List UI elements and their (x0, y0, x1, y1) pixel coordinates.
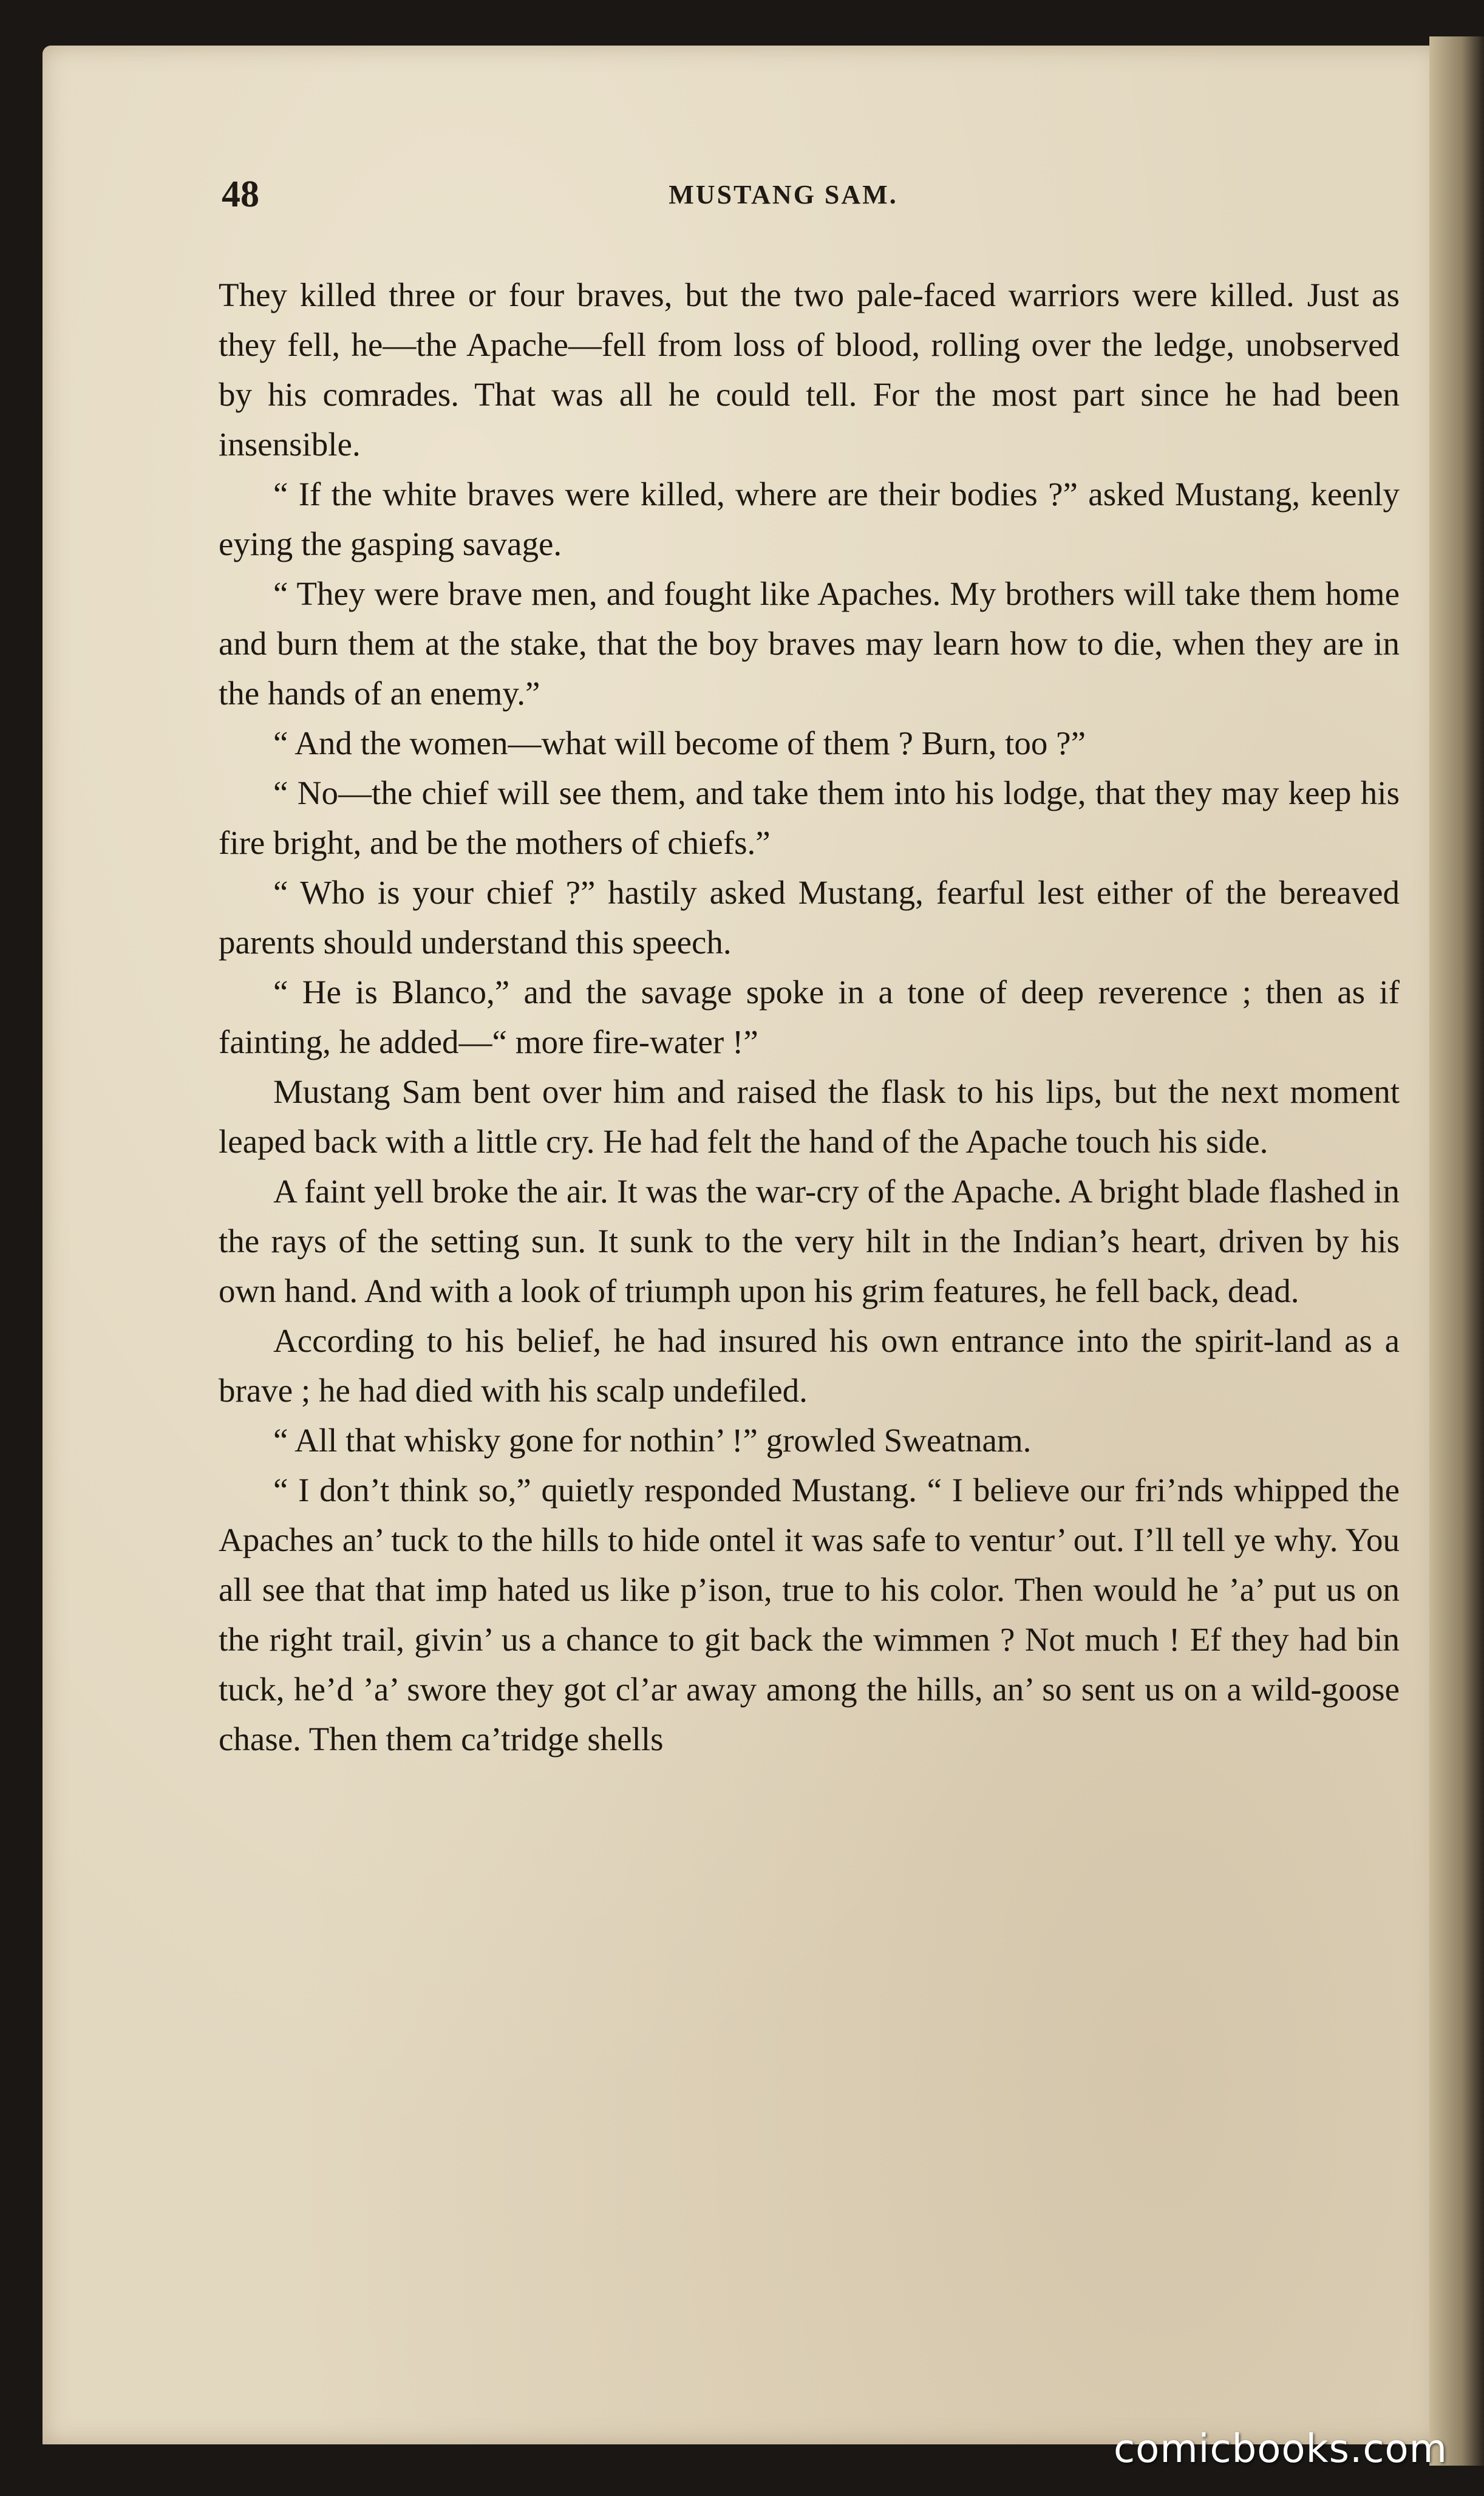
page-edge (1429, 36, 1484, 2466)
paragraph: “ Who is your chief ?” hastily asked Mustang, fearful lest either of the bereaved parents should understand this speech. (219, 874, 1400, 961)
page-header (176, 173, 1390, 228)
paragraph: According to his belief, he had insured his own entrance into the spirit-land as a brave ; he had died with his scalp undefiled. (219, 1322, 1400, 1409)
page-number: 48 (222, 174, 259, 215)
paragraph: “ No—the chief will see them, and take them into his lodge, that they may keep his fire bright, and be the mothers of chiefs.” (219, 774, 1400, 861)
running-head: MUSTANG SAM. (669, 180, 898, 210)
paragraph: A faint yell broke the air. It was the war-cry of the Apache. A bright blade flashed in the rays of the setting sun. It sunk to the very hilt in the Indian’s heart, driven by his own hand. And with a look of triumph upon his grim features, he fell back, dead. (219, 1173, 1400, 1309)
paragraph: “ If the white braves were killed, where are their bodies ?” asked Mustang, keenly eying the gasping savage. (219, 476, 1400, 562)
paragraph: “ They were brave men, and fought like Apaches. My brothers will take them home and burn them at the stake, that the boy braves may learn how to die, when they are in the hands of an enemy.” (219, 575, 1400, 712)
paragraph: “ I don’t think so,” quietly responded Mustang. “ I believe our fri’nds whipped the Apaches an’ tuck to the hills to hide ontel it was safe to ventur’ out. I’ll tell ye why. You all see that that imp hated us like p’ison, true to his color. Then would he ’a’ put us on the right trail, givin’ us a chance to git back the wimmen ? Not much ! Ef they had bin tuck, he’d ’a’ swore they got cl’ar away among the hills, an’ so sent us on a wild-goose chase. Then them ca’tridge shells (219, 1471, 1400, 1758)
paragraph: Mustang Sam bent over him and raised the flask to his lips, but the next moment leaped back with a little cry. He had felt the hand of the Apache touch his side. (219, 1073, 1400, 1160)
paragraph: “ All that whisky gone for nothin’ !” growled Sweatnam. (273, 1422, 1032, 1459)
paragraph: They killed three or four braves, but the two pale-faced warriors were killed. Just as they fell, he—the Apache—fell from loss of blood, rolling over the ledge, unobserved by his comrades. That was all he could tell. For the most part since he had been insensible. (219, 276, 1400, 463)
watermark: comicbooks.com (1113, 2427, 1448, 2472)
paragraph: “ He is Blanco,” and the savage spoke in a tone of deep reverence ; then as if fainting, he added—“ more fire-water !” (219, 974, 1400, 1060)
paragraph: “ And the women—what will become of them ? Burn, too ?” (273, 725, 1086, 762)
body-text (219, 270, 1400, 1764)
